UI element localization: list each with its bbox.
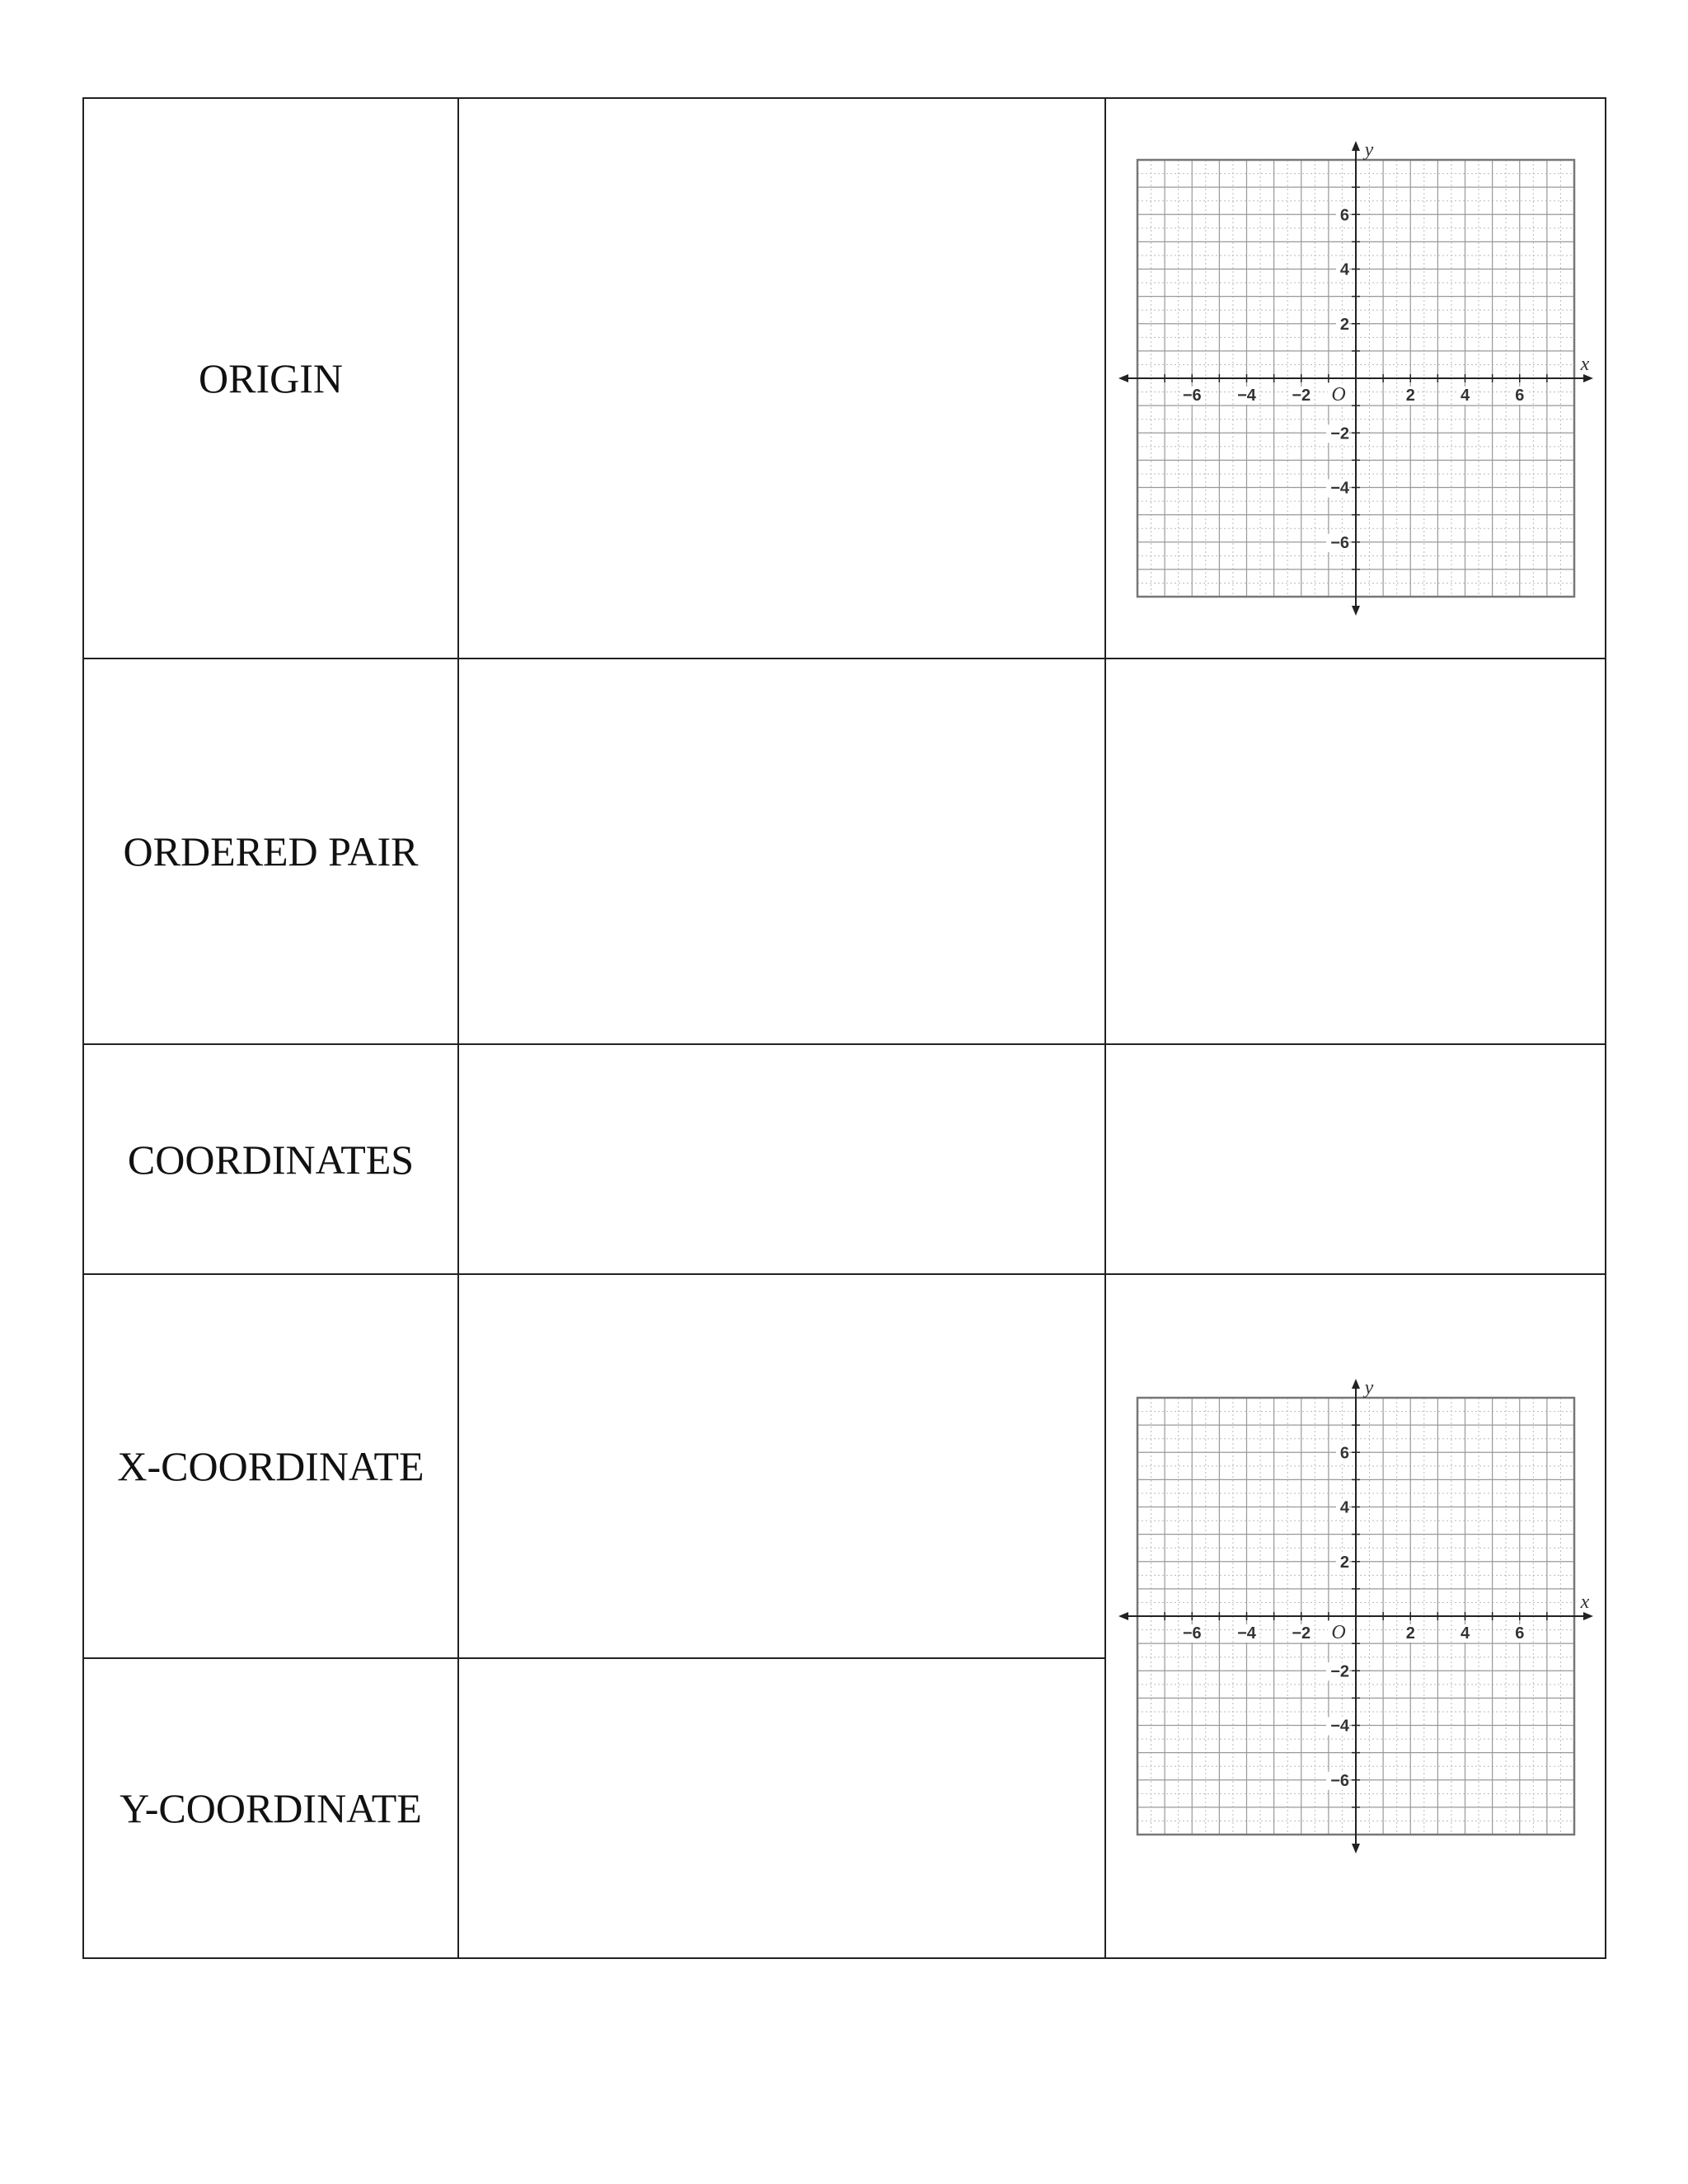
x-tick-label: −2 [1291,387,1311,405]
vocabulary-table [82,97,1606,1959]
x-tick-label: 2 [1405,387,1415,405]
y-tick-label: 6 [1339,1444,1349,1463]
graph-cell-coordinates [1105,1274,1606,1958]
x-tick-label: −6 [1182,1624,1202,1643]
x-tick-label: −2 [1291,1624,1311,1643]
y-axis-arrow-down [1352,606,1360,616]
y-tick-label: −6 [1329,533,1349,552]
origin-label: O [1330,384,1346,405]
term-y-coordinate: Y-COORDINATE [83,1658,458,1958]
term-x-coordinate: X-COORDINATE [83,1274,458,1658]
y-axis-arrow-up [1352,141,1360,151]
x-axis-arrow-right [1583,1612,1593,1620]
x-axis-label: x [1580,354,1589,375]
x-axis-arrow-right [1583,374,1593,382]
y-tick-label: 2 [1339,1553,1349,1572]
definition-cell-coordinates[interactable] [458,1044,1105,1274]
y-axis-arrow-down [1352,1844,1360,1854]
x-tick-label: 4 [1460,1624,1470,1643]
origin-label: O [1330,1622,1346,1643]
y-tick-label: −2 [1329,424,1349,443]
term-ordered-pair: ORDERED PAIR [83,658,458,1044]
definition-cell-ordered-pair[interactable] [458,658,1105,1044]
term-coordinates: COORDINATES [83,1044,458,1274]
example-cell-coordinates[interactable] [1105,1044,1606,1274]
x-tick-label: 4 [1460,387,1470,405]
x-axis-arrow-left [1118,1612,1128,1620]
x-tick-label: −6 [1182,387,1202,405]
y-tick-label: −2 [1329,1662,1349,1681]
x-axis-label: x [1580,1591,1589,1613]
x-tick-label: 6 [1514,1624,1524,1643]
definition-cell-x-coordinate[interactable] [458,1274,1105,1658]
y-tick-label: −4 [1329,1717,1349,1736]
y-axis-arrow-up [1352,1379,1360,1389]
coordinate-grid-xy [1117,1377,1595,1855]
y-tick-label: −6 [1329,1771,1349,1790]
y-tick-label: 2 [1339,315,1349,334]
x-tick-label: −4 [1236,1624,1256,1643]
coordinate-grid-origin [1117,139,1595,617]
x-axis-arrow-left [1118,374,1128,382]
definition-cell-y-coordinate[interactable] [458,1658,1105,1958]
y-tick-label: 6 [1339,206,1349,225]
example-cell-ordered-pair[interactable] [1105,658,1606,1044]
term-origin: ORIGIN [83,98,458,658]
x-tick-label: 6 [1514,387,1524,405]
x-tick-label: −4 [1236,387,1256,405]
y-axis-label: y [1364,1377,1373,1399]
y-tick-label: 4 [1339,1498,1349,1517]
y-tick-label: 4 [1339,260,1349,279]
definition-cell-origin[interactable] [458,98,1105,658]
x-tick-label: 2 [1405,1624,1415,1643]
y-axis-label: y [1364,139,1373,161]
graph-cell-origin [1105,98,1606,658]
y-tick-label: −4 [1329,479,1349,498]
